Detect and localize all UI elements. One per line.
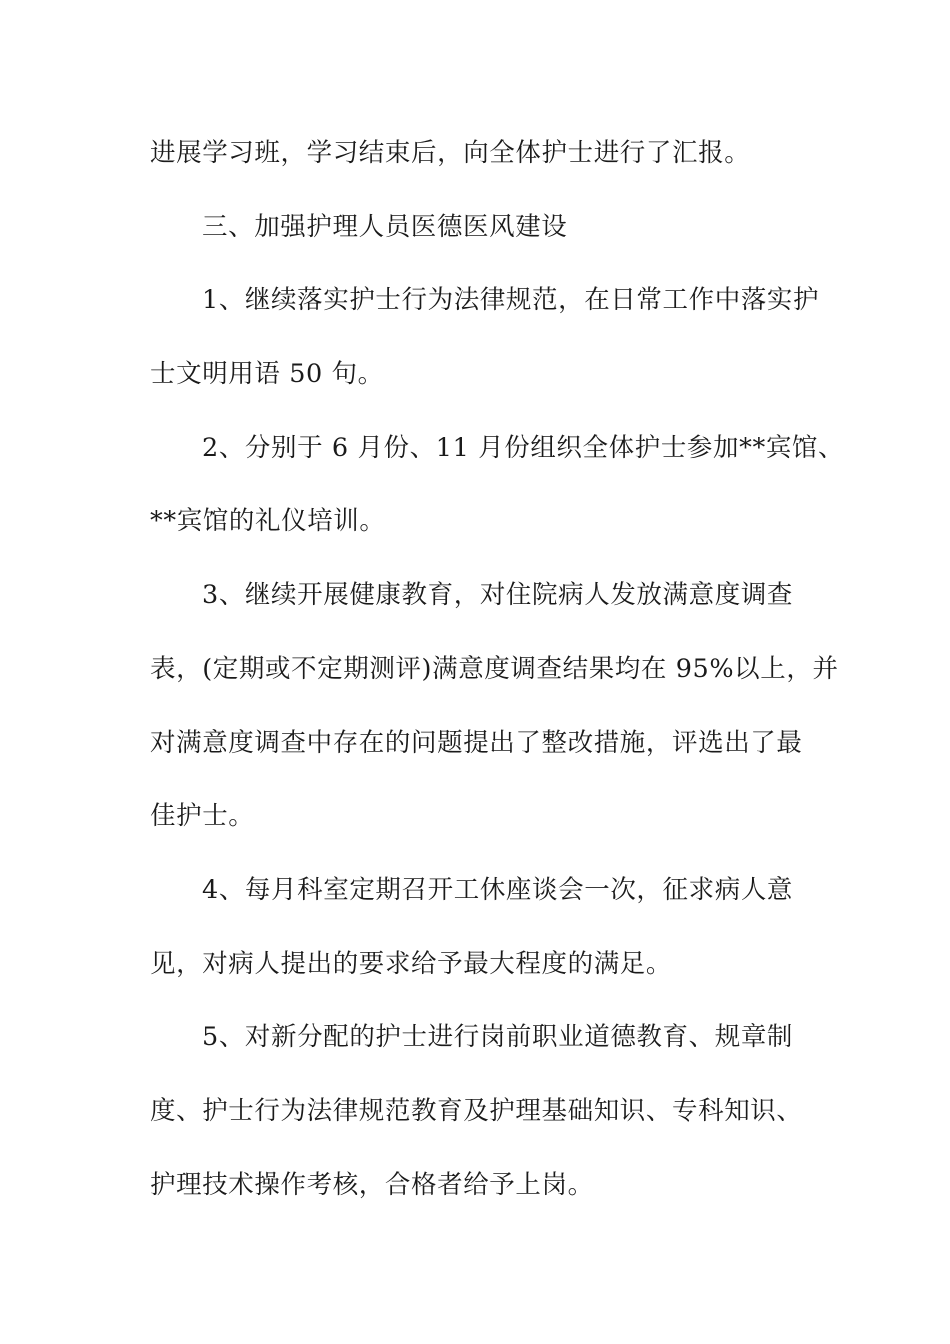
paragraph-1-line-2: 士文明用语 50 句。 [150,359,384,390]
paragraph-3-line-1: 3、继续开展健康教育，对住院病人发放满意度调查 [202,580,794,611]
paragraph-1-line-1: 1、继续落实护士行为法律规范，在日常工作中落实护 [202,285,820,316]
paragraph-2-line-1: 2、分别于 6 月份、11 月份组织全体护士参加**宾馆、 [202,432,845,463]
section-heading: 三、加强护理人员医德医风建设 [202,211,568,242]
paragraph-3-line-2: 表，(定期或不定期测评)满意度调查结果均在 95%以上，并 [150,653,839,684]
document-body [150,125,845,1230]
paragraph-3-line-4: 佳护士。 [150,801,255,832]
paragraph-3-line-3: 对满意度调查中存在的问题提出了整改措施，评选出了最 [150,727,803,758]
paragraph-5-line-3: 护理技术操作考核，合格者给予上岗。 [150,1169,594,1200]
text-line-continuation: 进展学习班，学习结束后，向全体护士进行了汇报。 [150,138,751,168]
paragraph-2-line-2: **宾馆的礼仪培训。 [150,506,386,537]
paragraph-4-line-2: 见，对病人提出的要求给予最大程度的满足。 [150,948,673,979]
paragraph-4-line-1: 4、每月科室定期召开工休座谈会一次，征求病人意 [202,874,794,905]
paragraph-5-line-1: 5、对新分配的护士进行岗前职业道德教育、规章制 [202,1022,794,1053]
paragraph-5-line-2: 度、护士行为法律规范教育及护理基础知识、专科知识、 [150,1095,803,1126]
